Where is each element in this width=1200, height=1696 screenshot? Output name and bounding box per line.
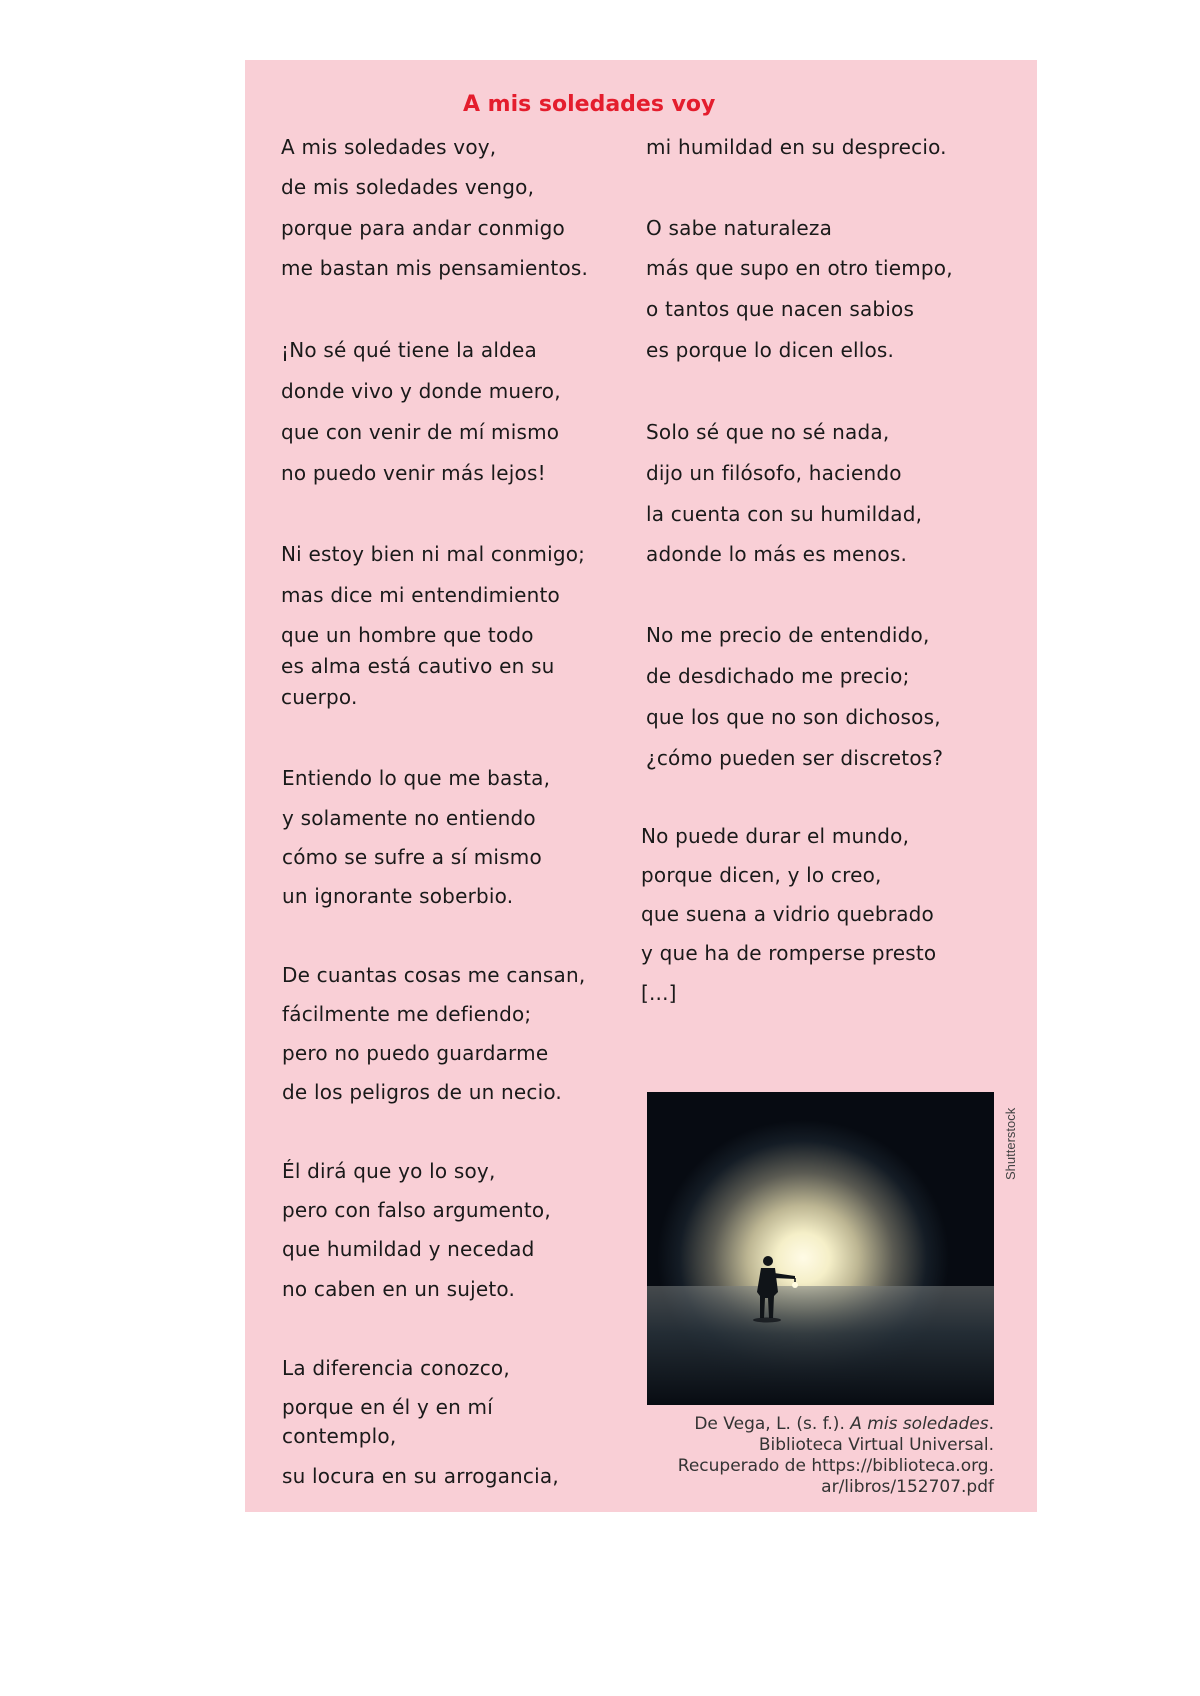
poem-line-left: cuerpo.	[281, 685, 358, 709]
poem-line-left: pero no puedo guardarme	[282, 1041, 549, 1065]
source-caption	[600, 1414, 994, 1498]
poem-line-right: mi humildad en su desprecio.	[646, 135, 947, 159]
poem-line-right: la cuenta con su humildad,	[646, 502, 923, 526]
poem-line-left: me bastan mis pensamientos.	[281, 256, 589, 280]
poem-line-right: [...]	[641, 981, 677, 1005]
poem-line-left: La diferencia conozco,	[282, 1356, 510, 1380]
poem-line-left: Él dirá que yo lo soy,	[282, 1159, 496, 1183]
caption-line-1: De Vega, L. (s. f.). A mis soledades.	[694, 1414, 994, 1434]
caption-line-2: Biblioteca Virtual Universal.	[758, 1435, 994, 1455]
poem-line-left: donde vivo y donde muero,	[281, 379, 561, 403]
poem-line-left: cómo se sufre a sí mismo	[282, 845, 542, 869]
poem-line-left: Entiendo lo que me basta,	[282, 766, 551, 790]
poem-line-left: su locura en su arrogancia,	[282, 1464, 559, 1488]
poem-line-left: contemplo,	[282, 1424, 397, 1448]
poem-line-right: adonde lo más es menos.	[646, 542, 908, 566]
poem-line-left: Ni estoy bien ni mal conmigo;	[281, 542, 586, 566]
caption-line-3: Recuperado de https://biblioteca.org.	[677, 1456, 994, 1476]
poem-line-left: de los peligros de un necio.	[282, 1080, 562, 1104]
poem-line-left: no caben en un sujeto.	[282, 1277, 516, 1301]
poem-line-left: que con venir de mí mismo	[281, 420, 560, 444]
poem-line-right: Solo sé que no sé nada,	[646, 420, 890, 444]
poem-line-right: dijo un filósofo, haciendo	[646, 461, 902, 485]
poem-title: A mis soledades voy	[463, 92, 716, 117]
poem-line-left: De cuantas cosas me cansan,	[282, 963, 586, 987]
poem-line-right: es porque lo dicen ellos.	[646, 338, 895, 362]
illustration-photo	[647, 1092, 994, 1405]
poem-line-left: de mis soledades vengo,	[281, 175, 535, 199]
poem-line-left: un ignorante soberbio.	[282, 884, 514, 908]
poem-line-left: ¡No sé qué tiene la aldea	[281, 338, 537, 362]
poem-line-right: No me precio de entendido,	[646, 623, 930, 647]
poem-line-left: y solamente no entiendo	[282, 806, 536, 830]
poem-line-left: que humildad y necedad	[282, 1237, 535, 1261]
poem-line-right: No puede durar el mundo,	[641, 824, 910, 848]
poem-line-left: es alma está cautivo en su	[281, 654, 555, 678]
photo-credit: Shutterstock	[1003, 1107, 1018, 1180]
poem-line-left: que un hombre que todo	[281, 623, 534, 647]
poem-line-right: porque dicen, y lo creo,	[641, 863, 882, 887]
poem-line-right: que los que no son dichosos,	[646, 705, 941, 729]
poem-line-left: A mis soledades voy,	[281, 135, 497, 159]
poem-line-left: fácilmente me defiendo;	[282, 1002, 532, 1026]
poem-line-right: de desdichado me precio;	[646, 664, 910, 688]
poem-line-right: y que ha de romperse presto	[641, 941, 937, 965]
poem-line-left: porque para andar conmigo	[281, 216, 565, 240]
poem-line-right: más que supo en otro tiempo,	[646, 256, 953, 280]
silhouette-figure	[647, 1092, 994, 1405]
poem-line-right: O sabe naturaleza	[646, 216, 833, 240]
poem-line-right: que suena a vidrio quebrado	[641, 902, 934, 926]
poem-line-left: no puedo venir más lejos!	[281, 461, 546, 485]
poem-line-right: o tantos que nacen sabios	[646, 297, 915, 321]
poem-line-left: porque en él y en mí	[282, 1395, 493, 1419]
poem-line-left: mas dice mi entendimiento	[281, 583, 560, 607]
poem-line-right: ¿cómo pueden ser discretos?	[646, 746, 944, 770]
poem-line-left: pero con falso argumento,	[282, 1198, 551, 1222]
caption-line-4: ar/libros/152707.pdf	[821, 1477, 994, 1497]
